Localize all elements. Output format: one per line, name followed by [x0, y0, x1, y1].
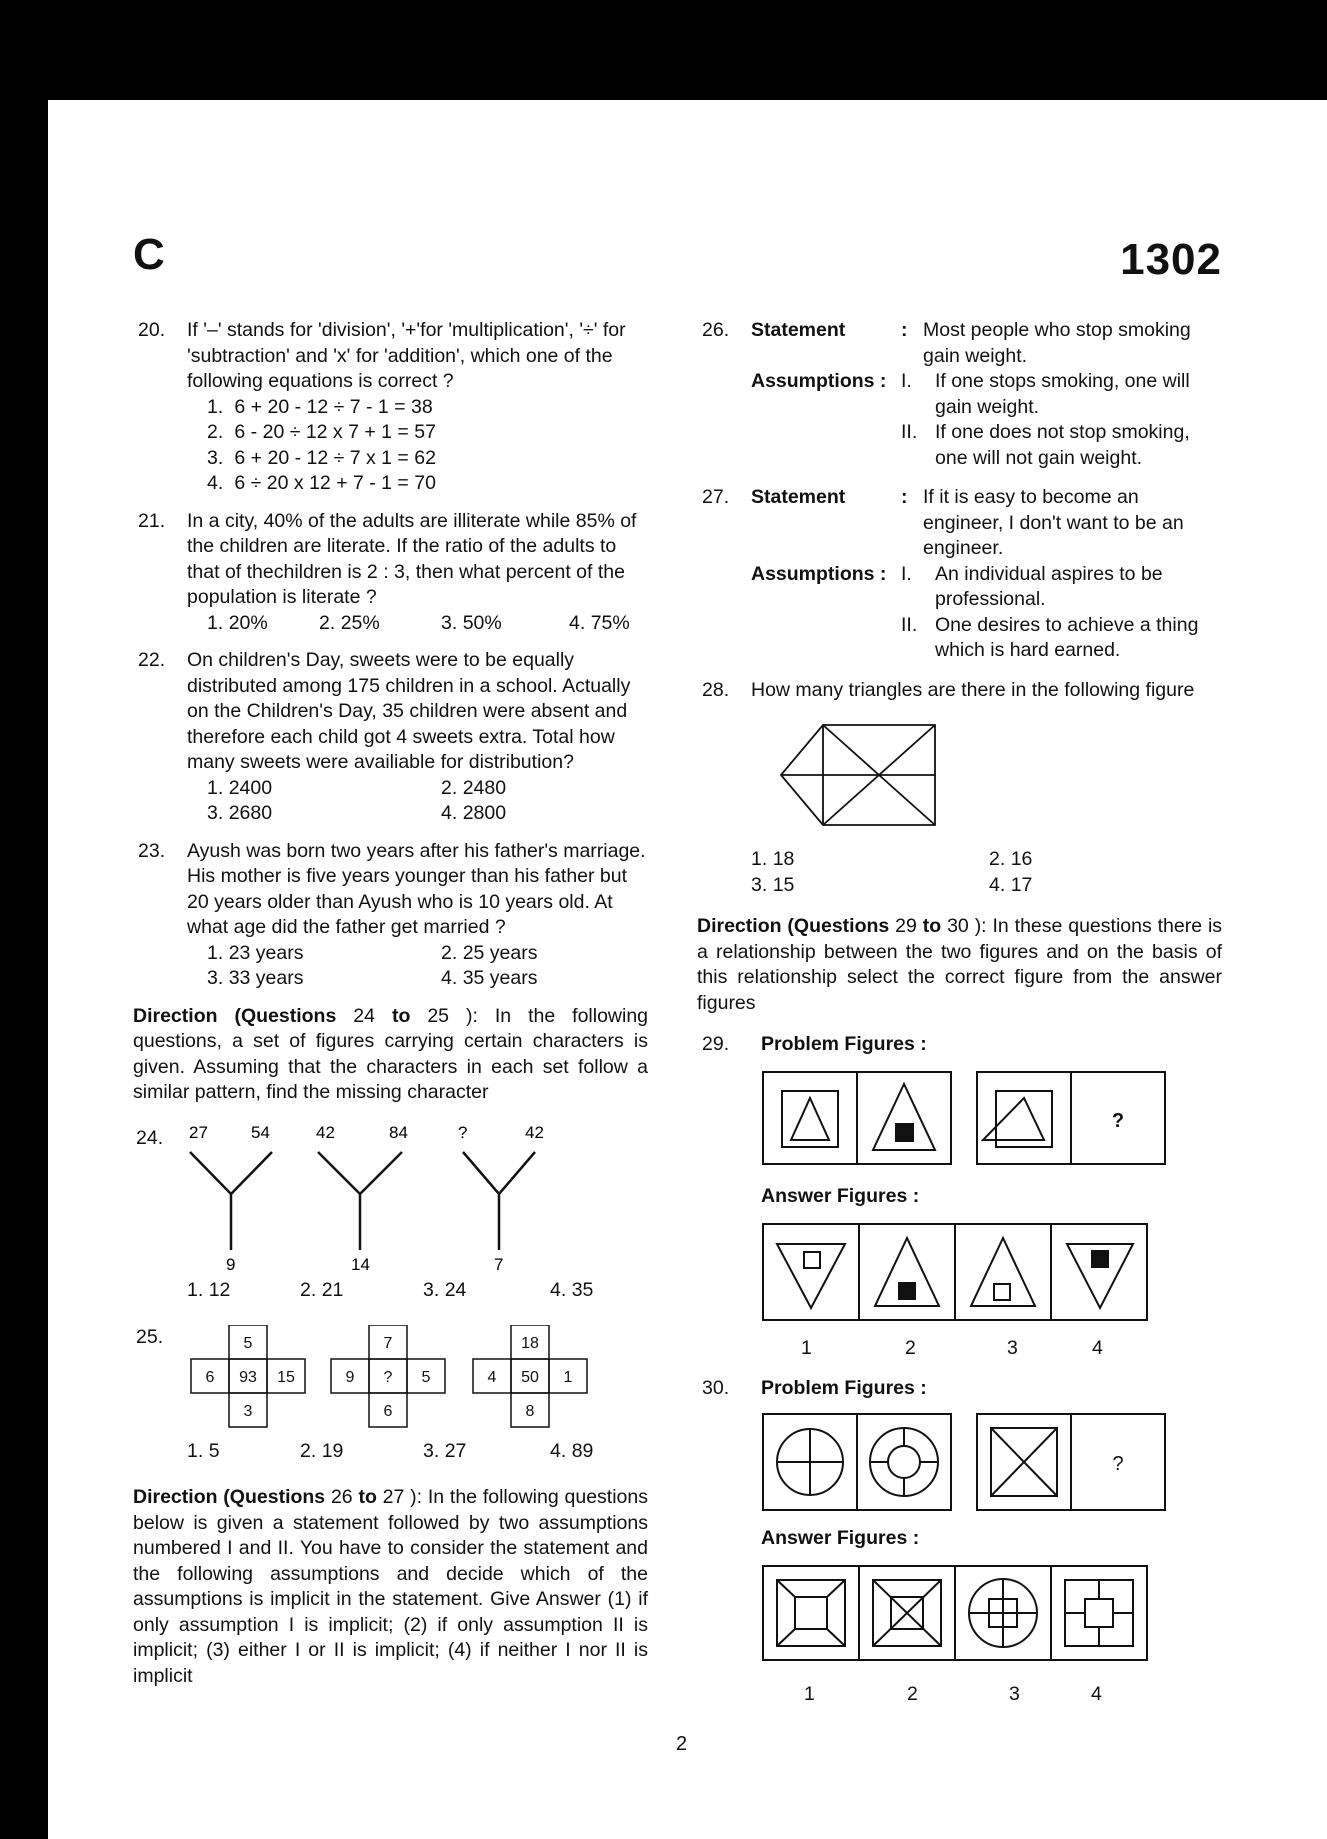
question-22-text: On children's Day, sweets were to be equally distributed among 175 children in a school. Actually on the Children's Day, 35 children were absent and therefore each child got 4 sweets extra. Total how many sweets were availiable for distribution?: [187, 649, 631, 773]
direction-29-30: Direction (Questions 29 to 30 ): In these questions there is a relationship between the two figures and on the basis of this relationship select the correct figure from the answer figures: [697, 915, 1223, 1014]
question-20: 20. If '–' stands for 'division', '+'for 'multiplication', '÷' for 'subtraction' and 'x' for 'addition', which one of the following equations is correct ? 1. 6 + 20 - 12 ÷ 7 - 1 = 38 2. 6 - 20 ÷ 12 x 7 + 1 = 57 3. 6 + 20 - 12 ÷ 7 x 1 = 62 4. 6 ÷ 20 x 12 + 7 - 1 = 70: [133, 318, 648, 497]
left-column: [133, 318, 648, 1705]
question-25-options: 1. 5 2. 19 3. 27 4. 89: [187, 1440, 594, 1462]
answer-figures-29: [697, 1222, 1222, 1326]
cross-cell: 18: [521, 1335, 539, 1352]
question-20-text: If '–' stands for 'division', '+'for 'multiplication', '÷' for 'subtraction' and 'x' for 'addition', which one of the following equations is correct ?: [187, 319, 626, 392]
y-figure-2: [316, 1123, 408, 1272]
question-23: 23. Ayush was born two years after his father's marriage. His mother is five years younger than his father but 20 years older than Ayush who is 10 years old. At what age did the father get married ? 1. 23 years 2. 25 years 3. 33 years 4. 35 years: [133, 839, 648, 992]
question-mark: ?: [1111, 1110, 1125, 1132]
scan-left-border: [0, 0, 48, 1839]
question-21: 21. In a city, 40% of the adults are illiterate while 85% of the children are literate. If the ratio of the adults to that of thechildren is 2 : 3, then what percent of the population is literate ? 1. 20% 2. 25% 3. 50% 4. 75%: [133, 509, 648, 637]
problem-figures-30: [697, 1412, 1222, 1512]
options-row: 1. 20% 2. 25% 3. 50% 4. 75%: [207, 611, 630, 634]
answer-figures-30: [697, 1564, 1222, 1664]
y-figure-label: 7: [494, 1254, 504, 1272]
question-mark: ?: [1112, 1453, 1124, 1475]
y-figure-3: [458, 1123, 544, 1272]
question-27: 27. Statement : If it is easy to become an engineer, I don't want to be an engineer. Assumptions : I. An individual aspires to be professional. II. One desires to achieve a thing which is hard earned.: [702, 486, 1199, 661]
y-figure-label: 9: [226, 1254, 236, 1272]
cross-cell: 3: [243, 1403, 253, 1420]
direction-26-27: Direction (Questions 26 to 27 ): In the following questions below is given a statement followed by two assumptions numbered I and II. You have to consider the statement and the following assumptions and decide which of the assumptions is implicit in the statement. Give Answer (1) if only assumption I is implicit; (2) if only assumption II is implicit; (3) either I or II is implicit; (4) if neither I nor II is implicit: [133, 1486, 648, 1687]
cross-cell: 50: [521, 1369, 539, 1386]
y-figure-label: 42: [316, 1122, 335, 1142]
cross-cell: 9: [345, 1369, 355, 1386]
question-23-text: Ayush was born two years after his father's marriage. His mother is five years younger than his father but 20 years older than Ayush who is 10 years old. At what age did the father get married ?: [187, 839, 646, 938]
cross-cell: 4: [487, 1369, 497, 1386]
booklet-series-letter: C: [133, 230, 165, 279]
question-24-options: 1. 12 2. 21 3. 24 4. 35: [187, 1278, 594, 1301]
direction-24-25: Direction (Questions 24 to 25 ): In the following questions, a set of figures carrying certain characters is given. Assuming that the characters in each set follow a similar pattern, find the missing character: [133, 1004, 649, 1103]
cross-cell: 93: [239, 1369, 257, 1386]
answer-numbers-30: 1 2 3 4: [804, 1683, 1102, 1705]
question-24: 24. 27 54 9 42 84 14 ? 42 7: [133, 1122, 648, 1272]
question-28: 28. How many triangles are there in the following figure 1. 18 2. 16 3. 15 4. 17: [697, 678, 1222, 899]
y-figures: [133, 1122, 648, 1272]
question-26: 26. Statement : Most people who stop smoking gain weight. Assumptions : I. If one stops smoking, one will gain weight. II. If one does not stop smoking, one will not gain weight.: [702, 319, 1191, 469]
right-column: [697, 318, 1222, 1716]
option: 1. 6 + 20 - 12 ÷ 7 - 1 = 38: [207, 395, 433, 418]
y-figure-1: [189, 1123, 272, 1272]
question-25: 25. 5 6 93 15 3 7 9 ? 5 6 18 4 50 1 8 1. 5 2. 19 3. 27 4. 89: [133, 1325, 648, 1467]
y-figure-label: 14: [351, 1254, 370, 1272]
scan-top-border: [0, 0, 1327, 100]
option: 4. 6 ÷ 20 x 12 + 7 - 1 = 70: [207, 472, 436, 494]
question-22: 22. On children's Day, sweets were to be equally distributed among 175 children in a school. Actually on the Children's Day, 35 children were absent and therefore each child got 4 sweets extra. Total how many sweets were availiable for distribution? 1. 2400 2. 2480 3. 2680 4. 2800: [133, 648, 648, 827]
question-29: 29. Problem Figures : ? Answer Figures : 1 2 3 4: [697, 1032, 1222, 1376]
y-figure-label: 27: [189, 1122, 208, 1142]
question-30: 30. Problem Figures : ? Answer Figures : 1 2 3 4: [697, 1376, 1222, 1716]
y-figure-label: ?: [458, 1122, 468, 1142]
cross-cell: 8: [525, 1403, 535, 1420]
triangle-count-figure: [779, 723, 979, 835]
y-figure-label: 84: [389, 1122, 408, 1142]
option: 2. 6 - 20 ÷ 12 x 7 + 1 = 57: [207, 421, 436, 443]
cross-cell: 6: [383, 1403, 393, 1420]
cross-cell: 1: [563, 1369, 573, 1386]
y-figure-label: 54: [251, 1122, 270, 1142]
problem-figures-29: [697, 1070, 1222, 1170]
cross-cell: 5: [421, 1369, 431, 1386]
booklet-code: 1302: [1120, 235, 1222, 284]
page-number: 2: [676, 1733, 688, 1755]
question-21-text: In a city, 40% of the adults are illiterate while 85% of the children are literate. If the ratio of the adults to that of thechildren is 2 : 3, then what percent of the population is literate ?: [187, 509, 637, 608]
answer-numbers-29: 1 2 3 4: [801, 1337, 1103, 1359]
cross-cell: ?: [383, 1369, 393, 1386]
cross-cell: 15: [277, 1369, 295, 1386]
question-28-text: How many triangles are there in the following figure: [751, 678, 1195, 701]
cross-cell: 7: [383, 1335, 393, 1352]
option: 3. 6 + 20 - 12 ÷ 7 x 1 = 62: [207, 446, 436, 469]
y-figure-label: 42: [525, 1122, 544, 1142]
cross-cell: 5: [243, 1335, 253, 1352]
cross-cell: 6: [205, 1369, 215, 1386]
